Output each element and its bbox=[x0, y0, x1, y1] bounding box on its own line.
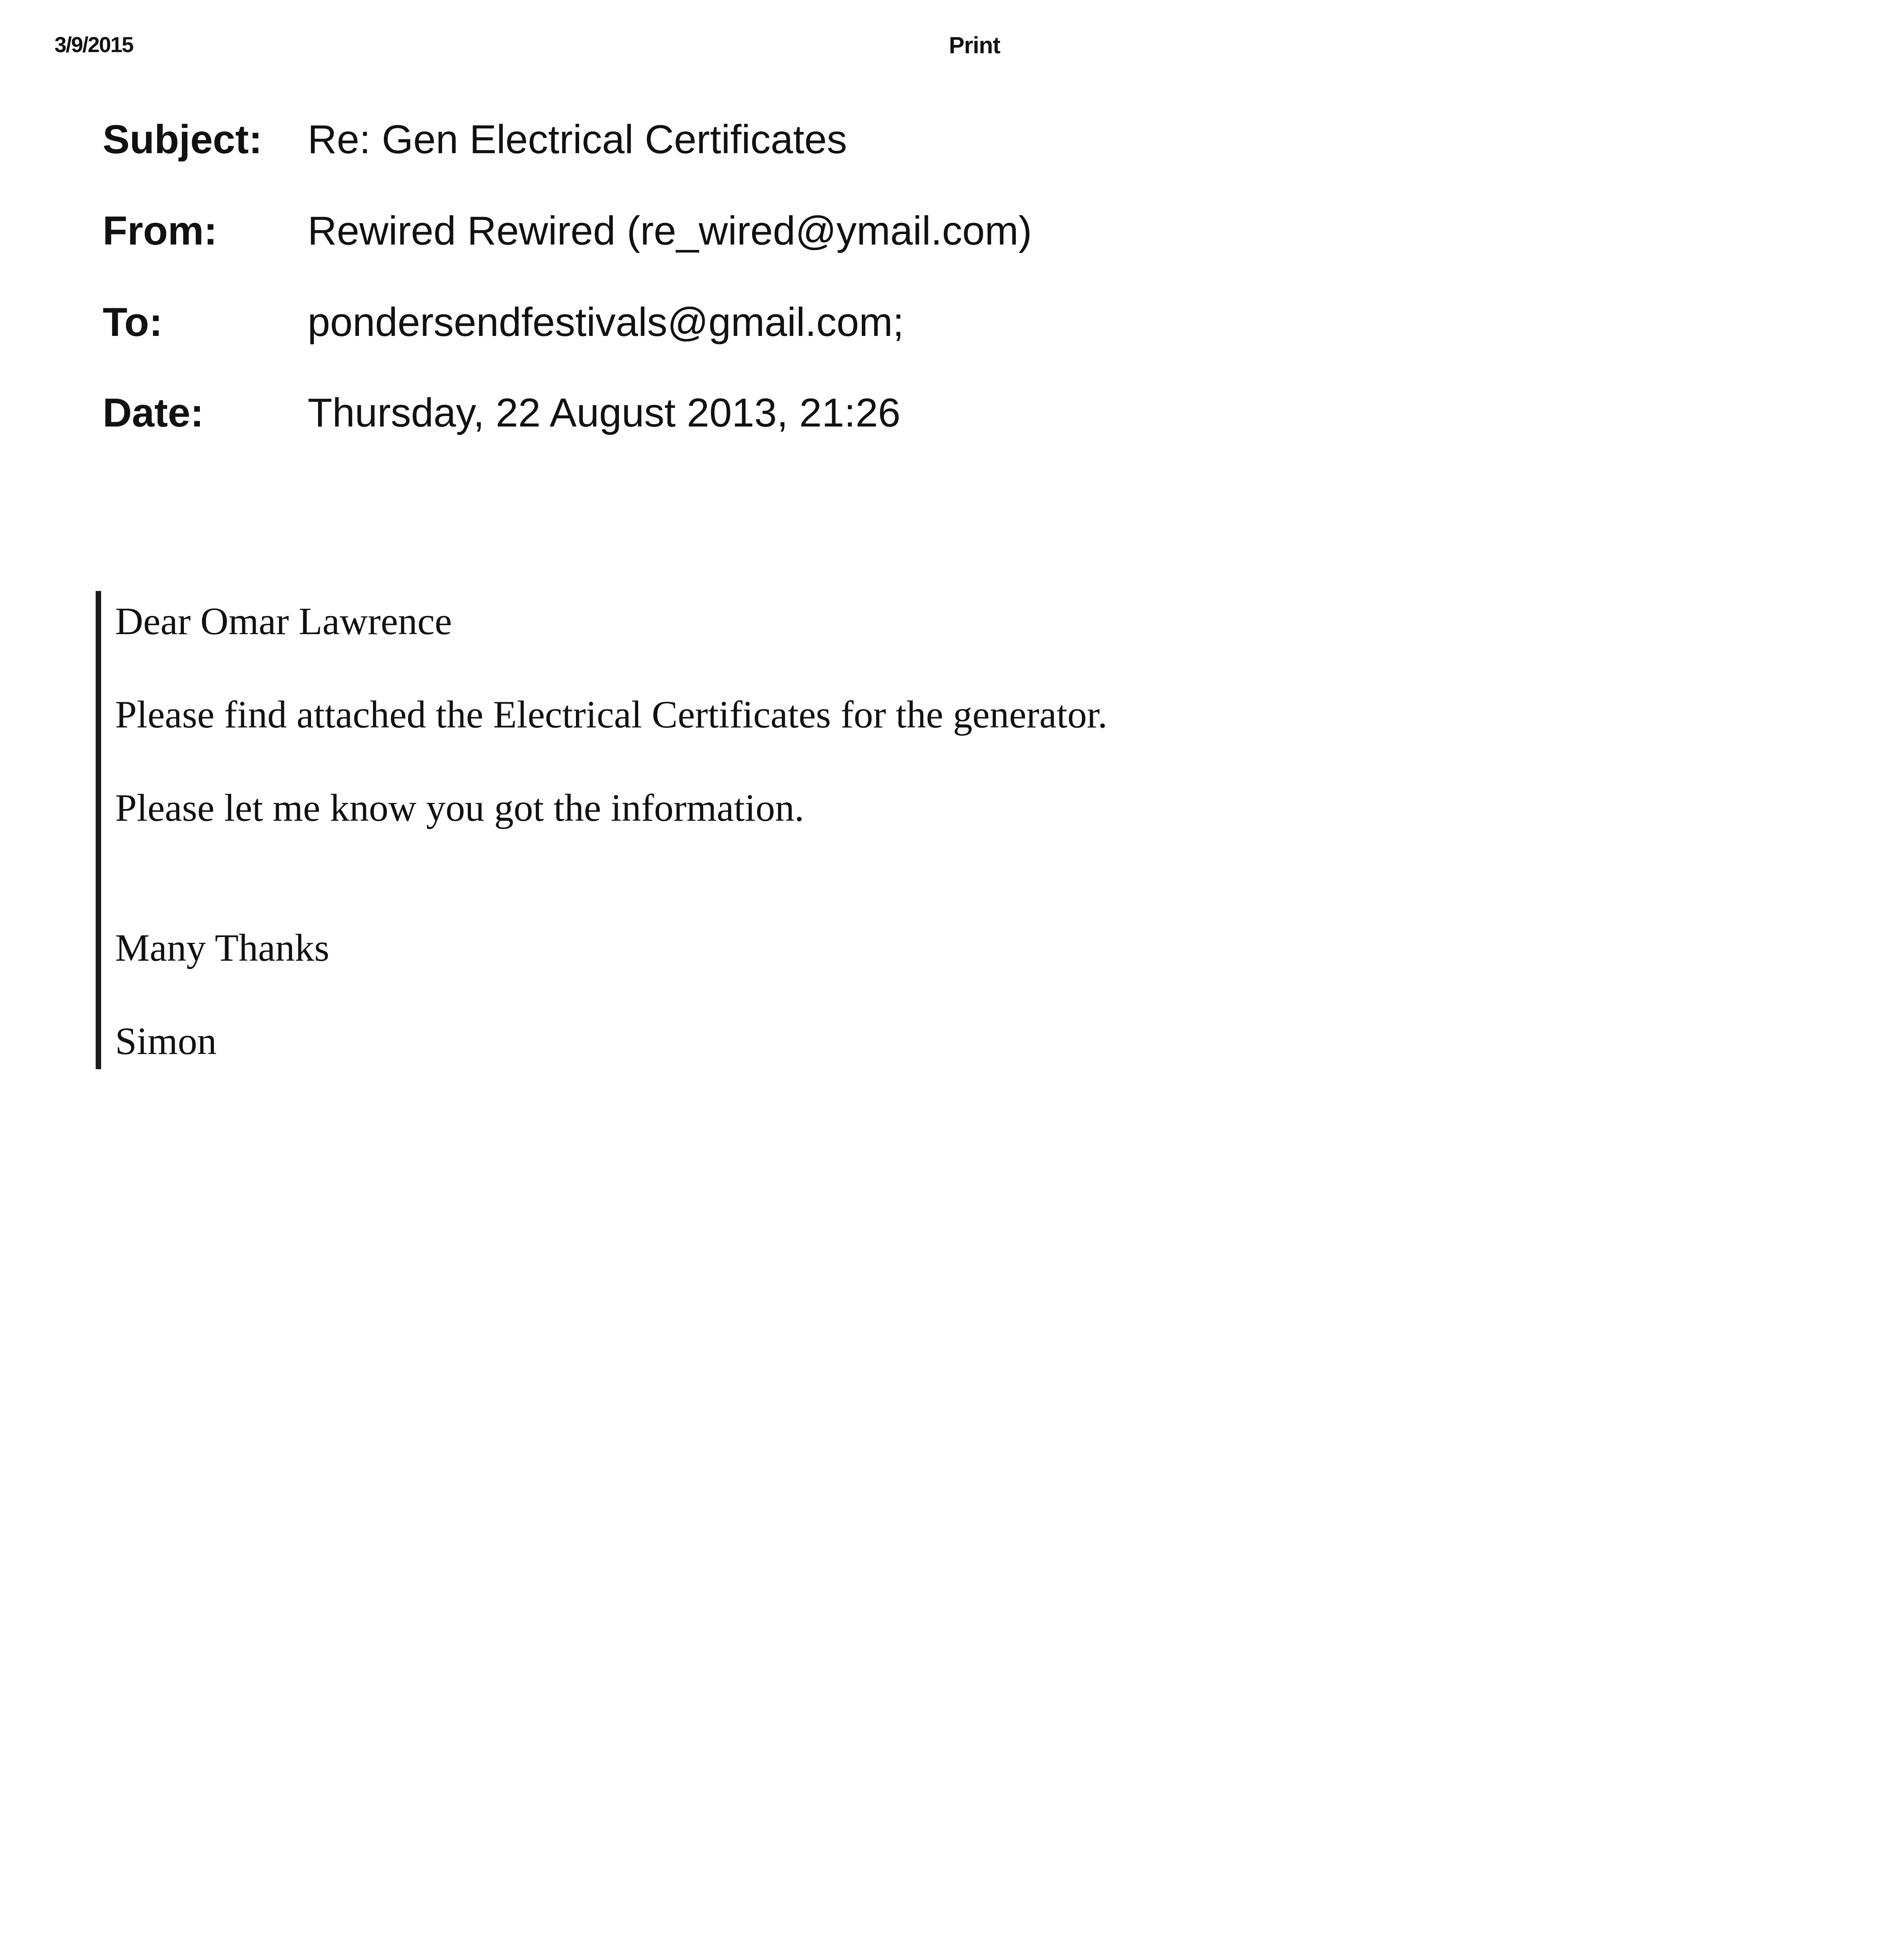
closing: Many Thanks bbox=[115, 926, 329, 969]
date-row bbox=[103, 390, 901, 441]
body-line-confirm: Please let me know you got the information. bbox=[115, 786, 804, 829]
body-line-attachment: Please find attached the Electrical Certificates for the generator. bbox=[115, 693, 1108, 736]
to-value: pondersendfestivals@gmail.com; bbox=[308, 300, 904, 345]
subject-row bbox=[103, 117, 847, 167]
print-title: Print bbox=[949, 32, 1000, 58]
print-date: 3/9/2015 bbox=[54, 32, 133, 57]
date-label: Date: bbox=[103, 390, 204, 435]
to-row bbox=[103, 299, 904, 350]
subject-label: Subject: bbox=[103, 117, 262, 162]
quote-bar bbox=[96, 591, 101, 1069]
from-value: Rewired Rewired (re_wired@ymail.com) bbox=[308, 208, 1032, 253]
signature: Simon bbox=[115, 1019, 217, 1063]
message-body bbox=[96, 591, 1496, 1073]
greeting: Dear Omar Lawrence bbox=[115, 600, 452, 643]
date-value: Thursday, 22 August 2013, 21:26 bbox=[308, 390, 901, 435]
to-label: To: bbox=[103, 300, 163, 345]
from-label: From: bbox=[103, 208, 217, 253]
from-row bbox=[103, 208, 1032, 259]
subject-value: Re: Gen Electrical Certificates bbox=[308, 117, 847, 162]
